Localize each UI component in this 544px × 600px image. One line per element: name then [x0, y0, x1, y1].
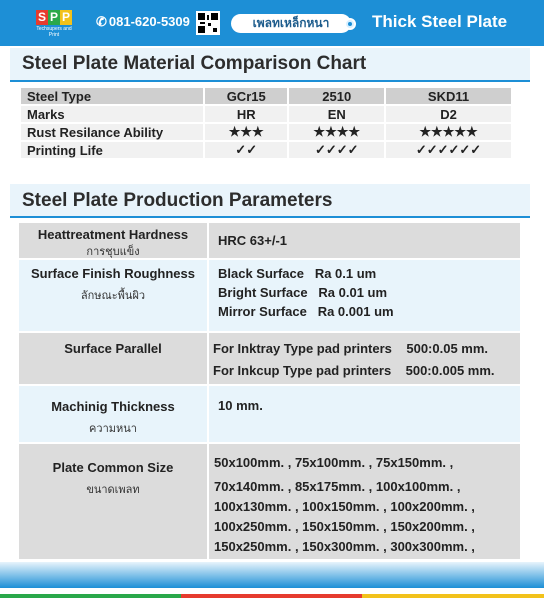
- param-label: Plate Common Size: [52, 460, 174, 475]
- param-value: 50x100mm. , 75x100mm. , 75x150mm. ,: [214, 455, 454, 470]
- param-label-cell: [19, 386, 207, 442]
- table-row: [19, 223, 520, 258]
- logo-letter-p1: P: [49, 10, 58, 24]
- param-label: Surface Parallel: [64, 341, 162, 356]
- footer-stripe-red: [181, 594, 362, 598]
- footer-stripe-yellow: [362, 594, 544, 598]
- star-rating: ★★★★: [289, 124, 384, 140]
- thai-label-pill: เพลทเหล็กหนา: [231, 14, 351, 33]
- param-value: For Inkcup Type pad printers 500:0.005 mm.: [213, 363, 495, 378]
- param-label-thai: ขนาดเพลท: [86, 484, 140, 496]
- comparison-title: Steel Plate Material Comparison Chart: [22, 53, 367, 74]
- table-cell: SKD11: [386, 88, 511, 104]
- param-label: Surface Finish Roughness: [31, 266, 195, 281]
- row-label: Rust Resilance Ability: [21, 124, 203, 140]
- phone-text: 081-620-5309: [108, 14, 190, 29]
- param-label: Heattreatment Hardness: [37, 227, 189, 242]
- divider: [10, 216, 530, 218]
- company-logo: [34, 8, 74, 38]
- param-value: 100x250mm. , 150x150mm. , 150x200mm. ,: [214, 519, 475, 534]
- table-cell: 2510: [289, 88, 384, 104]
- logo-letter-p2: P: [61, 10, 70, 24]
- param-value-cell: [209, 333, 520, 384]
- param-label-cell: [19, 333, 207, 384]
- table-row: [19, 260, 520, 331]
- table-row: [21, 142, 511, 158]
- table-cell: GCr15: [205, 88, 287, 104]
- param-value-cell: [209, 223, 520, 258]
- param-label: Machinig Thickness: [51, 399, 175, 414]
- param-value: Mirror Surface Ra 0.001 um: [218, 304, 394, 319]
- param-value-cell: [209, 260, 520, 331]
- row-label: Marks: [21, 106, 203, 122]
- param-value: 100x130mm. , 100x150mm. , 100x200mm. ,: [214, 499, 475, 514]
- param-label-cell: [19, 260, 207, 331]
- param-value: 70x140mm. , 85x175mm. , 100x100mm. ,: [214, 479, 461, 494]
- param-value: 10 mm.: [218, 398, 263, 413]
- table-row: [21, 88, 511, 104]
- table-row: [21, 124, 511, 140]
- phone-number[interactable]: [96, 14, 190, 30]
- footer-stripe-green: [0, 594, 181, 598]
- star-rating: ★★★: [205, 124, 287, 140]
- header-bar: [0, 0, 544, 46]
- phone-icon: ✆: [96, 14, 107, 29]
- param-label-thai: ลักษณะพื้นผิว: [80, 290, 146, 302]
- param-label-thai: ความหนา: [89, 423, 137, 435]
- row-label: Steel Type: [21, 88, 203, 104]
- param-label-thai: การชุบแข็ง: [86, 246, 140, 258]
- param-value: HRC 63+/-1: [218, 233, 287, 248]
- qr-code-icon: [196, 11, 220, 35]
- divider: [10, 80, 530, 82]
- param-label-cell: [19, 444, 207, 559]
- table-row: [19, 333, 520, 384]
- footer-band: [0, 562, 544, 588]
- table-cell: HR: [205, 106, 287, 122]
- parameters-title: Steel Plate Production Parameters: [22, 190, 333, 211]
- param-value: Bright Surface Ra 0.01 um: [218, 285, 388, 300]
- row-label: Printing Life: [21, 142, 203, 158]
- star-rating: ★★★★★: [386, 124, 511, 140]
- table-row: [19, 386, 520, 442]
- table-row: [21, 106, 511, 122]
- header-title: Thick Steel Plate: [372, 12, 508, 31]
- check-rating: ✓✓: [205, 142, 287, 158]
- table-row: [19, 444, 520, 559]
- param-label-cell: [19, 223, 207, 258]
- comparison-table: [19, 86, 513, 160]
- table-cell: EN: [289, 106, 384, 122]
- param-value: For Inktray Type pad printers 500:0.05 mm.: [213, 341, 489, 356]
- bullet-icon: [344, 18, 356, 30]
- logo-subtext: Techsupers and Print: [36, 26, 72, 38]
- param-value-cell: [209, 386, 520, 442]
- param-value: Black Surface Ra 0.1 um: [218, 266, 377, 281]
- table-cell: D2: [386, 106, 511, 122]
- check-rating: ✓✓✓✓: [289, 142, 384, 158]
- logo-letter-s: S: [37, 10, 46, 24]
- param-value: 150x250mm. , 150x300mm. , 300x300mm. ,: [214, 539, 475, 554]
- check-rating: ✓✓✓✓✓✓: [386, 142, 511, 158]
- param-value-cell: [209, 444, 520, 559]
